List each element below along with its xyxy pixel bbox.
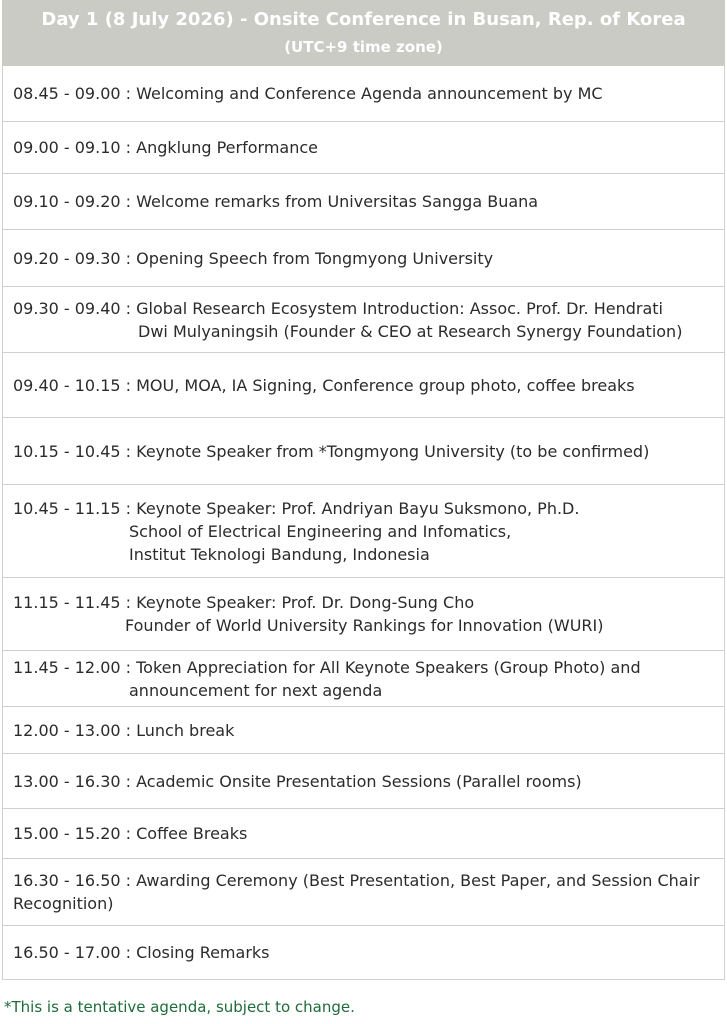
agenda-row-text: 11.45 - 12.00 : Token Appreciation for All Keynote Speakers (Group Photo) and [13, 657, 641, 677]
agenda-row [3, 174, 724, 230]
agenda-row [3, 122, 724, 174]
header-title: Day 1 (8 July 2026) - Onsite Conference in Busan, Rep. of Korea [41, 9, 686, 30]
agenda-row-continuation: Recognition) [13, 894, 114, 913]
agenda-row [3, 353, 724, 418]
agenda-row-text: 16.50 - 17.00 : Closing Remarks [13, 943, 270, 962]
agenda-row-text: 09.20 - 09.30 : Opening Speech from Tongmyong University [13, 248, 494, 268]
agenda-row [3, 926, 724, 980]
agenda-row-text: 10.45 - 11.15 : Keynote Speaker: Prof. Andriyan Bayu Suksmono, Ph.D. [13, 498, 580, 518]
agenda-row-continuation: announcement for next agenda [129, 680, 383, 700]
header-subtitle: (UTC+9 time zone) [284, 38, 443, 56]
agenda-row [3, 230, 724, 287]
tentative-agenda-footnote: *This is a tentative agenda, subject to change. [4, 998, 355, 1016]
agenda-row-text: 13.00 - 16.30 : Academic Onsite Presentation Sessions (Parallel rooms) [13, 771, 582, 791]
agenda-row-continuation: Founder of World University Rankings for Innovation (WURI) [125, 616, 604, 635]
agenda-row-continuation: Institut Teknologi Bandung, Indonesia [129, 544, 430, 564]
agenda-row-text: 10.15 - 10.45 : Keynote Speaker from *Tongmyong University (to be confirmed) [13, 441, 650, 461]
agenda-row-continuation: School of Electrical Engineering and Infomatics, [129, 521, 512, 541]
agenda-row [3, 859, 724, 926]
agenda-row [3, 707, 724, 754]
agenda-row [3, 754, 724, 809]
agenda-row-text: 12.00 - 13.00 : Lunch break [13, 720, 235, 740]
agenda-row-text: 11.15 - 11.45 : Keynote Speaker: Prof. Dr. Dong-Sung Cho [13, 593, 475, 612]
agenda-row [3, 66, 724, 122]
agenda-table [2, 66, 725, 980]
agenda-row-text: 09.30 - 09.40 : Global Research Ecosystem Introduction: Assoc. Prof. Dr. Hendrati [13, 298, 663, 318]
agenda-row-text: 09.00 - 09.10 : Angklung Performance [13, 138, 318, 157]
agenda-row [3, 418, 724, 485]
agenda-row-text: 15.00 - 15.20 : Coffee Breaks [13, 824, 248, 843]
agenda-row-text: 08.45 - 09.00 : Welcoming and Conference Agenda announcement by MC [13, 84, 603, 103]
agenda-row [3, 485, 724, 578]
agenda-row-continuation: Dwi Mulyaningsih (Founder & CEO at Research Synergy Foundation) [138, 321, 683, 341]
agenda-row-text: 16.30 - 16.50 : Awarding Ceremony (Best Presentation, Best Paper, and Session Chair [13, 871, 700, 890]
agenda-row-text: 09.40 - 10.15 : MOU, MOA, IA Signing, Conference group photo, coffee breaks [13, 375, 635, 395]
agenda-row [3, 287, 724, 353]
agenda-header [2, 0, 725, 66]
agenda-row [3, 651, 724, 707]
agenda-row [3, 809, 724, 859]
agenda-row [3, 578, 724, 651]
agenda-row-text: 09.10 - 09.20 : Welcome remarks from Universitas Sangga Buana [13, 192, 539, 211]
